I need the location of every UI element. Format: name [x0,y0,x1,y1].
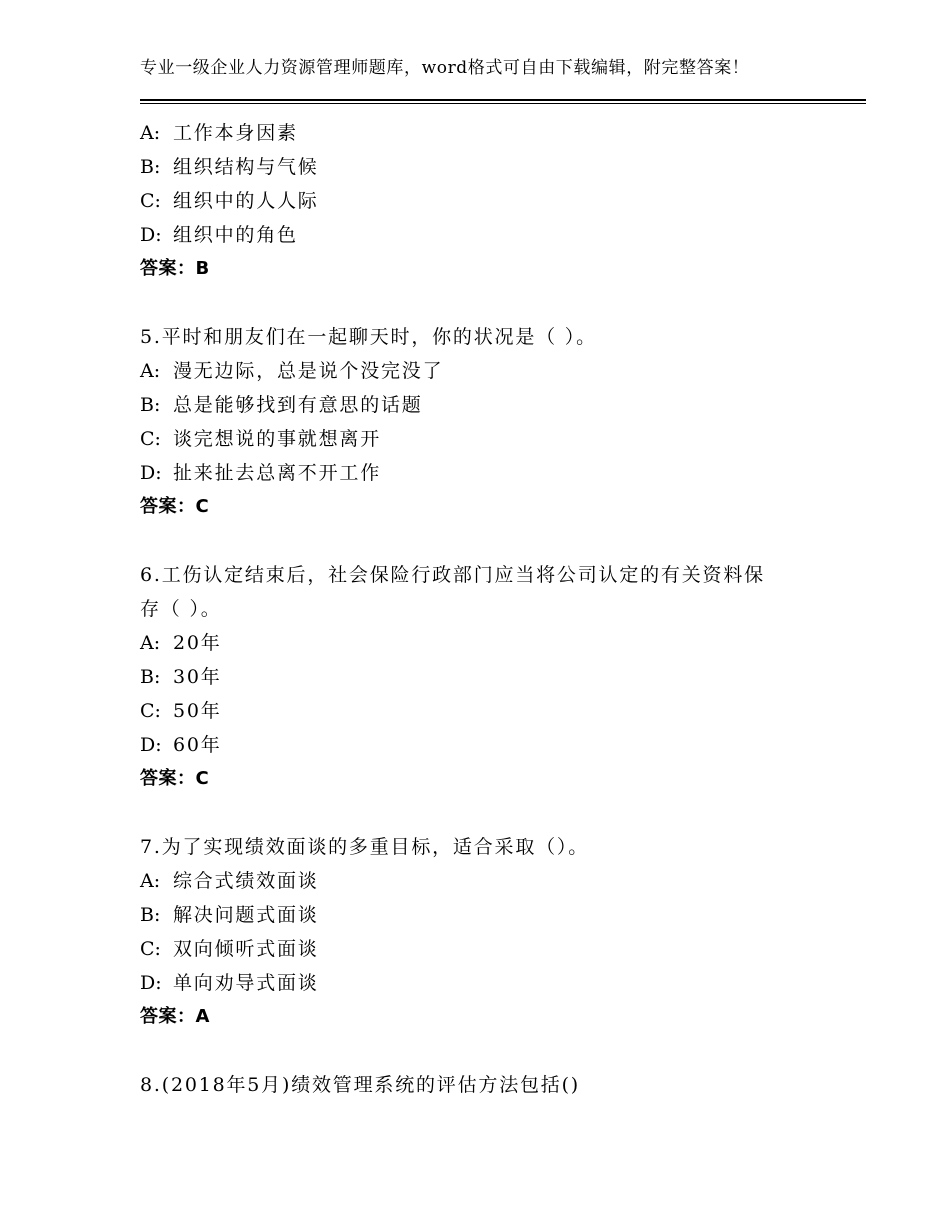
option-text: 单向劝导式面谈 [173,972,319,994]
option-c [140,694,830,728]
option-text: 解决问题式面谈 [173,904,319,926]
option-text: 组织结构与气候 [173,156,319,178]
answer-line: 答案：A [140,1006,210,1027]
option-c [140,422,830,456]
option-c [140,932,830,966]
option-letter: C: [140,938,161,960]
option-b [140,388,830,422]
spacer [140,796,830,830]
option-letter: C: [140,190,161,212]
answer-line: 答案：C [140,496,210,517]
question-text: 6.工伤认定结束后，社会保险行政部门应当将公司认定的有关资料保 [140,564,765,586]
question-text: 8.(2018年5月)绩效管理系统的评估方法包括() [140,1074,581,1096]
option-letter: B: [140,156,161,178]
question-text: 7.为了实现绩效面谈的多重目标，适合采取（）。 [140,836,590,858]
option-letter: C: [140,428,161,450]
option-text: 30年 [173,666,222,688]
option-a [140,116,830,150]
option-text: 50年 [173,700,222,722]
option-letter: C: [140,700,161,722]
question-text-continued: 存（ ）。 [140,598,222,620]
option-text: 总是能够找到有意思的话题 [173,394,423,416]
option-d [140,966,830,1000]
option-text: 60年 [173,734,222,756]
option-letter: A: [140,632,161,654]
question-4 [140,116,830,286]
question-6 [140,558,830,796]
option-letter: D: [140,972,162,994]
page-header: 专业一级企业人力资源管理师题库，word格式可自由下载编辑，附完整答案！ [140,58,750,78]
option-text: 漫无边际，总是说个没完没了 [173,360,444,382]
answer-line: 答案：C [140,768,210,789]
question-7 [140,830,830,1034]
question-list [140,116,830,1102]
header-rule-thin [140,103,866,104]
spacer [140,524,830,558]
option-text: 组织中的人人际 [173,190,319,212]
option-text: 组织中的角色 [173,224,298,246]
option-a [140,626,830,660]
option-d [140,456,830,490]
option-d [140,728,830,762]
option-letter: D: [140,734,162,756]
question-5 [140,320,830,524]
option-text: 扯来扯去总离不开工作 [173,462,382,484]
answer-line: 答案：B [140,258,210,279]
option-b [140,898,830,932]
question-text: 5.平时和朋友们在一起聊天时，你的状况是（ ）。 [140,326,597,348]
question-8 [140,1068,830,1102]
spacer [140,1034,830,1068]
header-rule-thick [140,99,866,101]
option-letter: D: [140,462,162,484]
option-letter: B: [140,904,161,926]
option-letter: A: [140,360,161,382]
option-text: 谈完想说的事就想离开 [173,428,382,450]
option-a [140,354,830,388]
option-c [140,184,830,218]
option-text: 双向倾听式面谈 [173,938,319,960]
option-b [140,660,830,694]
option-b [140,150,830,184]
option-letter: A: [140,870,161,892]
option-text: 20年 [173,632,222,654]
option-text: 综合式绩效面谈 [173,870,319,892]
option-a [140,864,830,898]
option-letter: A: [140,122,161,144]
option-letter: D: [140,224,162,246]
option-letter: B: [140,394,161,416]
option-d [140,218,830,252]
option-letter: B: [140,666,161,688]
option-text: 工作本身因素 [173,122,298,144]
spacer [140,286,830,320]
